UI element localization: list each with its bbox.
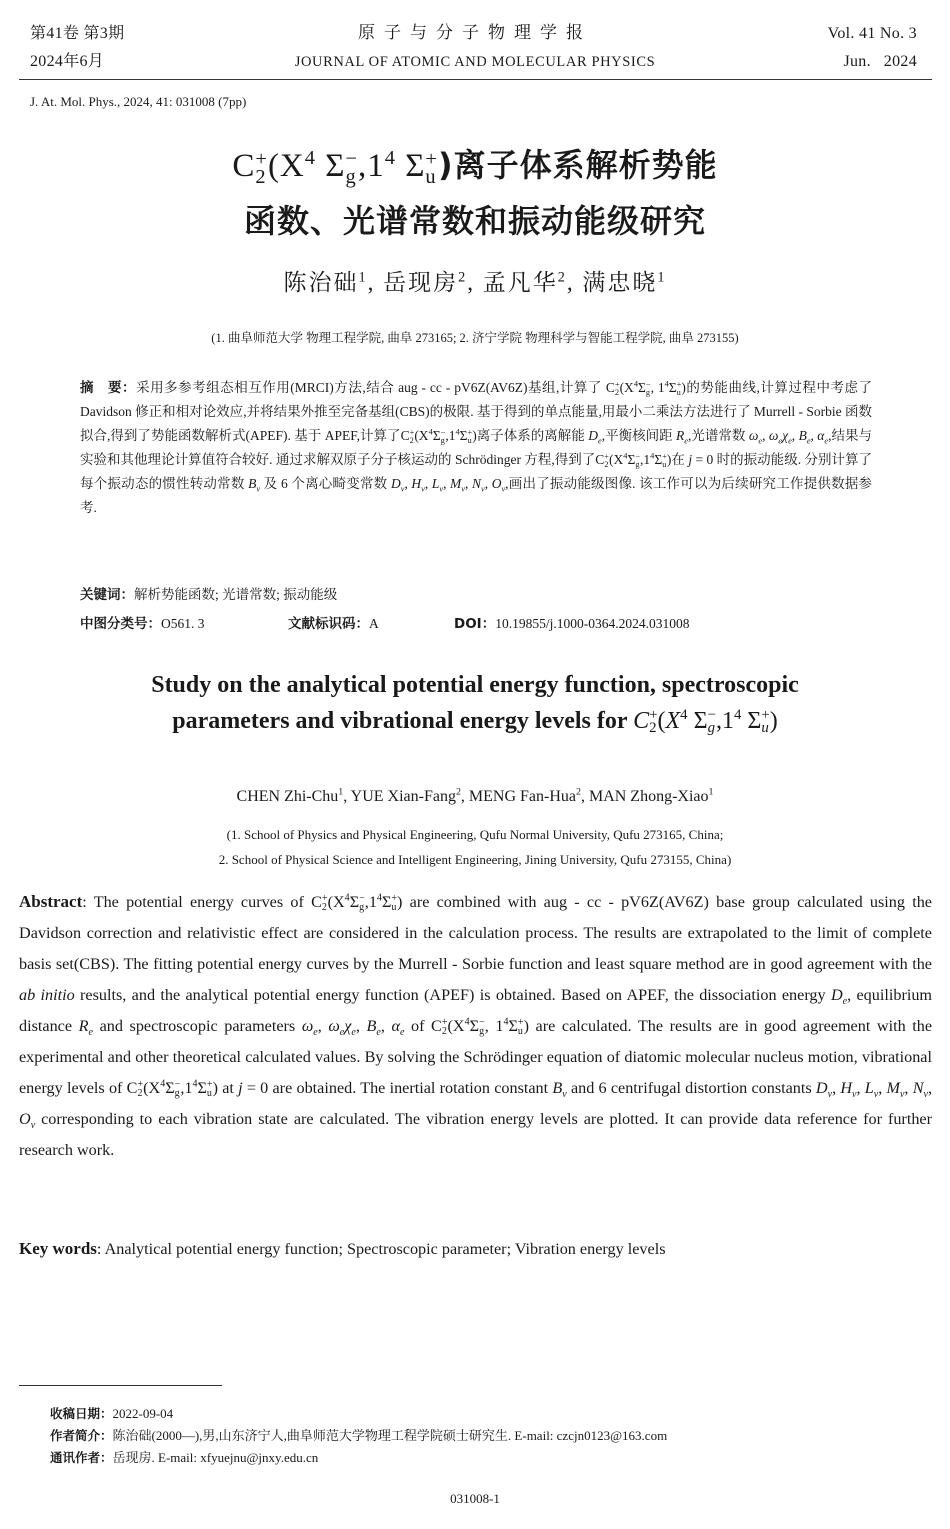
header-rule: [19, 79, 932, 80]
title-en-line1: Study on the analytical potential energy function, spectroscopic: [151, 672, 799, 698]
keywords-cn: 关键词：解析势能函数; 光谱常数; 振动能级: [80, 587, 338, 603]
author-cn-2: 岳现房: [383, 270, 459, 295]
title-cn-suffix: )离子体系解析势能: [437, 146, 718, 184]
abstract-cn: 摘 要：采用多参考组态相互作用(MRCI)方法,结合 aug - cc - pV6Z(AV6Z)基组,计算了 C + 2 ($X^4\Sigma$ − g , $1^4\Sigma$ + u )的势能曲线,计算过程中考虑了 Davidson 修正和相对论效应,并将结果外推至完备基组(CBS)的极限. 基于得到的单点能量,用最小二乘法方法进行了 Murrell - Sorbie 函数拟合,得到了势能函数解析式(APEF). 基于 APEF,计算了C + 2 ($X^4\Sigma$ − g $,1^4\Sigma$ + u )离子体系的离解能 $D_e$,平衡核间距 $R_e$,光谱常数 $\omega_e$, $\omega_e\chi_e$, $B_e$, $\alpha_e$,结果与实验和其他理论计算值符合较好. 通过求解双原子分子核运动的 Schrödinger 方程,得到了C + 2 ($X^4\Sigma$ − g $,1^4\Sigma$ + u )在 j = 0 时的振动能级. 分别计算了每个振动态的惯性转动常数 $B_v$ 及 6 个离心畸变常数 $D_v$, $H_v$, $L_v$, $M_v$, $N_v$, $O_v$,画出了振动能级图像. 该工作可以为后续研究工作提供数据参考.: [80, 379, 873, 515]
title-en-line2: parameters and vibrational energy levels for C + 2 ($X^4$ Σ − g $,1^4$ Σ + u ): [172, 707, 778, 737]
header-volume-en: Vol. 41 No. 3: [827, 25, 917, 42]
footnote-rule: [19, 1385, 222, 1386]
footnote-received: 收稿日期：2022-09-04: [50, 1406, 174, 1421]
authors-en: CHEN Zhi-Chu$^1$, YUE Xian-Fang$^2$, MENG Fan-Hua$^2$, MAN Zhong-Xiao$^1$: [236, 786, 714, 805]
author-en-4: MAN Zhong-Xiao: [588, 788, 709, 805]
abstract-en-label: Abstract: [19, 892, 83, 911]
author-en-3: MENG Fan-Hua: [468, 788, 577, 805]
affiliations-en-line2: 2. School of Physical Science and Intelligent Engineering, Jining University, Qufu 273155, China): [218, 852, 732, 867]
header-date-en: Jun. 2024: [843, 53, 917, 70]
title-species: C: [232, 148, 256, 184]
affiliations-en-line1: (1. School of Physics and Physical Engineering, Qufu Normal University, Qufu 273165, China;: [226, 827, 724, 842]
title-cn-line1: C + 2 ($X^4$ Σ − g $,1^4$ Σ + u )离子体系解析势能: [232, 146, 718, 189]
abstract-en: Abstract: The potential energy curves of C + 2 ($X^4\Sigma$ − g $,1^4\Sigma$ + u ) are combined with aug - cc - pV6Z(AV6Z) base group calculated using the Davidson correction and relativistic effect are considered in the calculation process. The results are extrapolated to the limit of complete basis set(CBS). The fitting potential energy curves by the Murrell - Sorbie function and least square method are in good agreement with the ab initio results, and the analytical potential energy function (APEF) is obtained. Based on APEF, the dissociation energy $D_e$, equilibrium distance $R_e$ and spectroscopic parameters $\omega_e$, $\omega_e\chi_e$, $B_e$, $\alpha_e$ of C + 2 ($X^4\Sigma$ − g , $1^4\Sigma$ + u ) are calculated. The results are in good agreement with the experimental and other theoretical calculated values. By solving the Schrödinger equation of diatomic molecular nucleus motion, vibrational energy levels of C + 2 ($X^4\Sigma$ − g $,1^4\Sigma$ + u ) at j = 0 are obtained. The inertial rotation constant $B_v$ and 6 centrifugal distortion constants $D_v$, $H_v$, $L_v$, $M_v$, $N_v$, $O_v$ corresponding to each vibration state are calculated. The vibration energy levels are plotted. It can provide data reference for further research work.: [19, 892, 933, 1159]
affiliations-cn: (1. 曲阜师范大学 物理工程学院, 曲阜 273165; 2. 济宁学院 物理科学与智能工程学院, 曲阜 273155): [211, 331, 739, 345]
header-volume-cn: 第41卷 第3期: [30, 25, 125, 42]
author-en-2: YUE Xian-Fang: [350, 788, 456, 805]
doi: DOI：10.19855/j.1000-0364.2024.031008: [454, 616, 690, 632]
footnote-bio: 作者简介：陈治础(2000—),男,山东济宁人,曲阜师范大学物理工程学院硕士研究生. E-mail: czcjn0123@163.com: [50, 1428, 668, 1443]
header-date-cn: 2024年6月: [30, 53, 105, 70]
footnote-corresponding: 通讯作者：岳现房. E-mail: xfyuejnu@jnxy.edu.cn: [50, 1450, 319, 1465]
author-cn-3: 孟凡华: [482, 270, 558, 295]
document-code: 文献标识码：A: [288, 616, 379, 632]
authors-cn: 陈治础$^1$, 岳现房$^2$, 孟凡华$^2$, 满忠晓$^1$: [283, 269, 667, 295]
page-number: 031008-1: [450, 1491, 500, 1506]
author-cn-1: 陈治础: [283, 270, 359, 295]
header-journal-cn: 原子与分子物理学报: [358, 23, 592, 42]
author-en-1: CHEN Zhi-Chu: [236, 788, 339, 805]
classification-cn: 中图分类号：O561. 3: [80, 616, 205, 632]
title-cn-line2: 函数、光谱常数和振动能级研究: [243, 202, 706, 240]
header-journal-en: JOURNAL OF ATOMIC AND MOLECULAR PHYSICS: [294, 54, 656, 70]
citation: J. At. Mol. Phys., 2024, 41: 031008 (7pp): [30, 94, 247, 109]
abstract-cn-label: 摘 要：: [80, 380, 137, 396]
keywords-en: Key words: Analytical potential energy function; Spectroscopic parameter; Vibration energy levels: [19, 1239, 666, 1258]
author-cn-4: 满忠晓: [582, 270, 658, 295]
